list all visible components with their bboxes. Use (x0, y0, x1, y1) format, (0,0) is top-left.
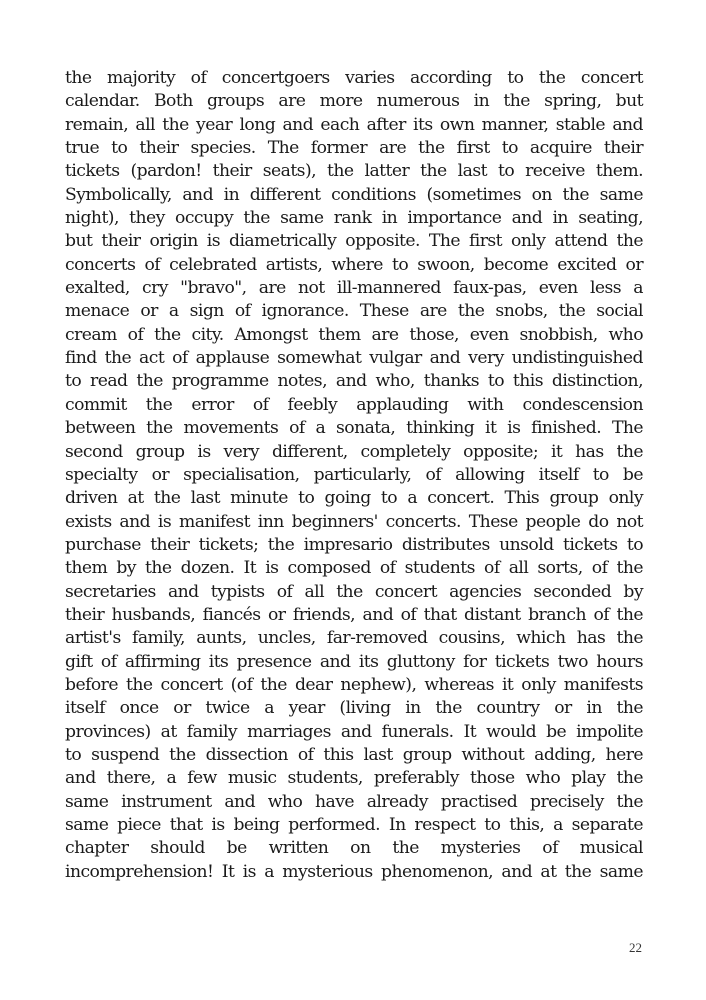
text-line: before the concert (of the dear nephew), whereas it only manifests (65, 674, 643, 695)
body-paragraph (65, 67, 643, 884)
text-line: to suspend the dissection of this last group without adding, here (65, 744, 643, 765)
text-line: cream of the city. Amongst them are those, even snobbish, who (65, 324, 643, 345)
text-line: to read the programme notes, and who, thanks to this distinction, (65, 371, 643, 392)
text-line: remain, all the year long and each after its own manner, stable and (65, 114, 643, 135)
text-line: between the movements of a sonata, thinking it is finished. The (65, 418, 643, 439)
text-line: find the act of applause somewhat vulgar and very undistinguished (65, 348, 643, 369)
text-line: night), they occupy the same rank in importance and in seating, (65, 208, 643, 229)
text-line: purchase their tickets; the impresario distributes unsold tickets to (65, 534, 643, 555)
text-line: gift of affirming its presence and its gluttony for tickets two hours (65, 651, 643, 672)
text-line: the majority of concertgoers varies according to the concert (65, 68, 643, 88)
text-line: second group is very different, completely opposite; it has the (65, 441, 643, 462)
text-line: artist's family, aunts, uncles, far-removed cousins, which has the (65, 628, 643, 649)
text-line: incomprehension! It is a mysterious phenomenon, and at the same (65, 861, 643, 882)
text-line: specialty or specialisation, particularly, of allowing itself to be (65, 464, 643, 485)
text-line: commit the error of feebly applauding with condescension (65, 394, 643, 415)
text-line: tickets (pardon! their seats), the latter the last to receive them. (65, 161, 643, 182)
text-line: Symbolically, and in different conditions (sometimes on the same (65, 184, 643, 205)
text-line: same piece that is being performed. In respect to this, a separate (65, 815, 643, 835)
text-line: concerts of celebrated artists, where to swoon, become excited or (65, 254, 643, 275)
text-line: them by the dozen. It is composed of students of all sorts, of the (65, 558, 643, 579)
text-line: calendar. Both groups are more numerous in the spring, but (65, 91, 643, 112)
text-line: same instrument and who have already practised precisely the (65, 791, 643, 812)
page-number: 22 (629, 940, 642, 955)
text-line: menace or a sign of ignorance. These are the snobs, the social (65, 301, 643, 322)
text-line: but their origin is diametrically opposite. The first only attend the (65, 231, 643, 252)
text-line: itself once or twice a year (living in the country or in the (65, 698, 643, 719)
text-line: chapter should be written on the mysteries of musical (65, 838, 643, 859)
text-line: exalted, cry "bravo", are not ill-mannered faux-pas, even less a (65, 278, 643, 299)
text-line: and there, a few music students, preferably those who play the (65, 768, 643, 789)
text-line: their husbands, fiancés or friends, and of that distant branch of the (65, 604, 643, 625)
text-line: exists and is manifest inn beginners' concerts. These people do not (65, 511, 643, 532)
text-line: provinces) at family marriages and funerals. It would be impolite (65, 721, 643, 742)
text-line: driven at the last minute to going to a concert. This group only (65, 488, 643, 509)
text-line: secretaries and typists of all the concert agencies seconded by (65, 581, 643, 602)
text-line: true to their species. The former are the first to acquire their (65, 138, 643, 159)
